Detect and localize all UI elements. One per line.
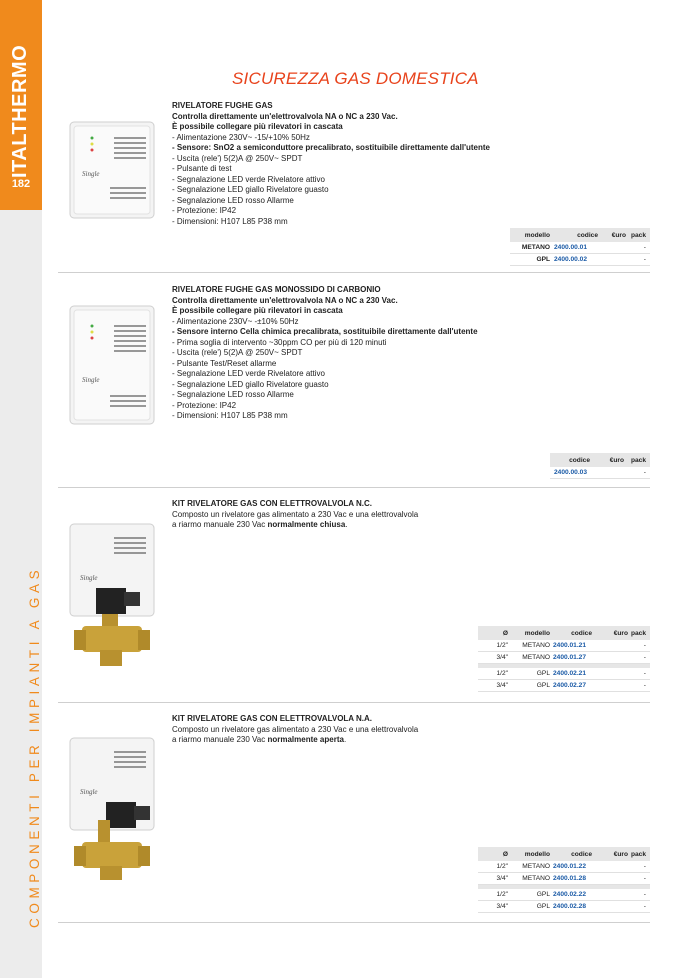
spec-line: - Segnalazione LED rosso Allarme <box>172 390 294 399</box>
product-3 <box>172 499 652 531</box>
price-table <box>550 453 650 479</box>
spec-line: - Segnalazione LED verde Rivelatore attivo <box>172 369 325 378</box>
table-row <box>478 861 650 873</box>
cell-codice: 2400.02.22 <box>553 891 587 898</box>
spec-line: - Pulsante di test <box>172 164 232 173</box>
spec-line: - Segnalazione LED giallo Rivelatore guasto <box>172 379 329 389</box>
spec-line: - Dimensioni: H107 L85 P38 mm <box>172 411 288 420</box>
cell-modello: GPL <box>536 256 550 263</box>
cell-pack: - <box>643 469 646 476</box>
product-name: RIVELATORE FUGHE GAS MONOSSIDO DI CARBONIO <box>172 285 381 294</box>
spec-line: Controlla direttamente un'elettrovalvola NA o NC a 230 Vac. <box>172 111 398 121</box>
table-row <box>478 668 650 680</box>
spec-line: - Segnalazione LED verde Rivelatore attivo <box>172 174 325 184</box>
table-row <box>478 873 650 885</box>
divider <box>58 702 650 703</box>
spec-line: - Prima soglia di intervento ~30ppm CO per più di 120 minuti <box>172 337 387 347</box>
spec-highlight: normalmente aperta <box>267 735 344 744</box>
cell-pack: - <box>643 863 646 870</box>
col-size: Ø <box>502 629 508 637</box>
spec-text: . <box>343 735 347 744</box>
spec-line: Controlla direttamente un'elettrovalvola NA o NC a 230 Vac. <box>172 295 398 305</box>
col-pack: pack <box>630 850 646 858</box>
table-header <box>478 626 650 640</box>
cell-size: 3/4" <box>496 875 508 882</box>
product-name: KIT RIVELATORE GAS CON ELETTROVALVOLA N.C. <box>172 499 373 508</box>
spec-text: . <box>345 520 348 529</box>
cell-modello: METANO <box>522 875 550 882</box>
spec-text: a riarmo manuale 230 Vac <box>172 520 268 529</box>
cell-pack: - <box>643 903 646 910</box>
table-header <box>510 228 650 242</box>
spec-line <box>172 735 652 746</box>
spec-line: - Dimensioni: H107 L85 P38 mm <box>172 216 288 226</box>
cell-modello: GPL <box>536 903 550 910</box>
svg-text:Single: Single <box>82 376 100 384</box>
spec-line: - Protezione: IP42 <box>172 400 237 410</box>
cell-modello: GPL <box>536 682 550 689</box>
cell-modello: METANO <box>522 654 550 661</box>
product-name: KIT RIVELATORE GAS CON ELETTROVALVOLA N.A. <box>172 714 373 723</box>
spec-line: - Uscita (rele') 5(2)A @ 250V~ SPDT <box>172 153 303 163</box>
col-modello: modello <box>524 850 550 858</box>
cell-size: 3/4" <box>496 682 508 689</box>
spec-line: - Protezione: IP42 <box>172 206 237 215</box>
col-euro: €uro <box>613 850 628 858</box>
co-detector-image <box>62 302 162 428</box>
col-euro: €uro <box>613 629 628 637</box>
spec-line: È possibile collegare più rilevatori in cascata <box>172 122 343 131</box>
spec-text: a riarmo manuale 230 Vac <box>172 735 268 744</box>
col-modello: modello <box>524 629 550 637</box>
col-codice: codice <box>571 629 592 637</box>
cell-modello: GPL <box>536 891 550 898</box>
product-2 <box>172 285 652 422</box>
cell-pack: - <box>643 642 646 649</box>
divider <box>58 272 650 273</box>
price-table <box>478 626 650 692</box>
cell-size: 1/2" <box>496 891 508 898</box>
cell-codice: 2400.02.21 <box>553 670 587 677</box>
col-pack: pack <box>630 629 646 637</box>
page-title: SICUREZZA GAS DOMESTICA <box>232 69 479 88</box>
col-codice: codice <box>577 231 598 239</box>
cell-codice: 2400.01.28 <box>553 875 587 882</box>
cell-modello: GPL <box>536 670 550 677</box>
cell-codice: 2400.01.21 <box>553 642 587 649</box>
table-row <box>478 640 650 652</box>
table-row <box>478 889 650 901</box>
cell-codice: 2400.00.01 <box>554 244 588 251</box>
spec-line <box>172 520 652 531</box>
cell-codice: 2400.00.02 <box>554 256 588 263</box>
spec-line: - Pulsante Test/Reset allarme <box>172 358 277 368</box>
product-4 <box>172 714 652 746</box>
cell-size: 3/4" <box>496 903 508 910</box>
table-row <box>510 242 650 254</box>
cell-pack: - <box>643 891 646 898</box>
col-pack: pack <box>630 231 646 239</box>
svg-text:Single: Single <box>82 170 100 178</box>
price-table <box>510 228 650 266</box>
spec-line: - Uscita (rele') 5(2)A @ 250V~ SPDT <box>172 348 303 357</box>
cell-modello: METANO <box>521 244 550 251</box>
cell-codice: 2400.00.03 <box>554 469 588 476</box>
spec-line: - Alimentazione 230V~ -±10% 50Hz <box>172 316 299 326</box>
table-header <box>478 847 650 861</box>
table-row <box>478 901 650 913</box>
cell-size: 1/2" <box>496 863 508 870</box>
table-row <box>510 254 650 266</box>
col-codice: codice <box>569 456 590 464</box>
cell-codice: 2400.01.27 <box>553 654 587 661</box>
page-number: 182 <box>11 178 31 190</box>
product-name: RIVELATORE FUGHE GAS <box>172 101 273 110</box>
cell-pack: - <box>643 244 646 251</box>
cell-pack: - <box>643 875 646 882</box>
spec-line: - Segnalazione LED rosso Allarme <box>172 195 294 205</box>
spec-line: - Sensore interno Cella chimica precalibrata, sostituibile direttamente dall'utente <box>172 327 478 336</box>
cell-pack: - <box>643 670 646 677</box>
cell-codice: 2400.01.22 <box>553 863 587 870</box>
spec-line: Composto un rivelatore gas alimentato a 230 Vac e una elettrovalvola <box>172 724 419 734</box>
divider <box>58 487 650 488</box>
section-title: COMPONENTI PER IMPIANTI A GAS <box>27 565 42 928</box>
cell-size: 1/2" <box>496 670 508 677</box>
col-pack: pack <box>630 456 646 464</box>
spec-line: Composto un rivelatore gas alimentato a 230 Vac e una elettrovalvola <box>172 509 419 519</box>
cell-modello: METANO <box>522 863 550 870</box>
col-modello: modello <box>524 231 550 239</box>
cell-modello: METANO <box>522 642 550 649</box>
spec-line: - Alimentazione 230V~ -15/+10% 50Hz <box>172 132 310 142</box>
col-euro: €uro <box>611 231 626 239</box>
svg-text:Single: Single <box>80 788 98 796</box>
col-euro: €uro <box>609 456 624 464</box>
cell-size: 3/4" <box>496 654 508 661</box>
price-table <box>478 847 650 913</box>
spec-line: È possibile collegare più rilevatori in cascata <box>172 306 343 315</box>
cell-pack: - <box>643 256 646 263</box>
col-codice: codice <box>571 850 592 858</box>
table-row <box>550 467 650 479</box>
spec-highlight: normalmente chiusa <box>267 520 346 529</box>
gas-detector-image <box>62 118 162 222</box>
svg-text:Single: Single <box>80 574 98 582</box>
kit-nc-image <box>62 520 162 680</box>
cell-codice: 2400.02.27 <box>553 682 587 689</box>
kit-na-image <box>62 734 162 894</box>
spec-line: - Segnalazione LED giallo Rivelatore guasto <box>172 185 329 194</box>
product-1 <box>172 101 652 227</box>
cell-size: 1/2" <box>496 642 508 649</box>
brand-logo: ITALTHERMO <box>9 44 31 178</box>
table-row <box>478 652 650 664</box>
table-header <box>550 453 650 467</box>
col-size: Ø <box>502 850 508 858</box>
cell-codice: 2400.02.28 <box>553 903 587 910</box>
table-row <box>478 680 650 692</box>
cell-pack: - <box>643 654 646 661</box>
cell-pack: - <box>643 682 646 689</box>
sidebar <box>0 0 42 978</box>
divider <box>58 922 650 923</box>
spec-line: - Sensore: SnO2 a semiconduttore precalibrato, sostituibile direttamente dall'utente <box>172 143 490 152</box>
